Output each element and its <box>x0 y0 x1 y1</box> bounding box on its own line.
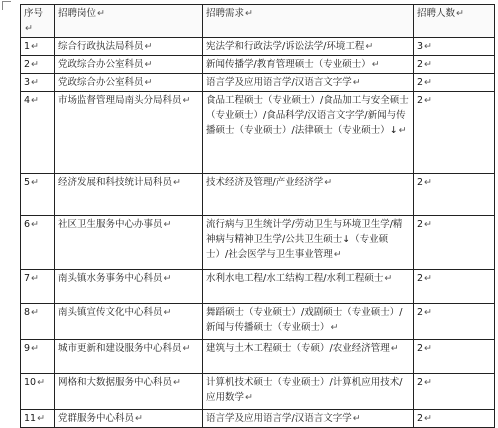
cell-position: 经济发展和科技统计局科员↵ <box>55 174 203 216</box>
cell-count: 2↵ <box>414 74 495 92</box>
cell-count: 2↵ <box>414 374 495 410</box>
cell-no: 1↵ <box>21 38 55 56</box>
cell-requirement: 食品工程硕士（专业硕士）/食品加工与安全硕士（专业硕士）/食品科学/汉语言文字学/新闻与传播硕士（专业硕士）/法律硕士（专业硕士）↓↵ <box>203 92 414 174</box>
table-row <box>21 38 495 56</box>
table-row <box>21 174 495 216</box>
table-row <box>21 92 495 174</box>
cell-position: 党群服务中心科员↵ <box>55 410 203 428</box>
cell-no: 4↵ <box>21 92 55 174</box>
table-header-row <box>21 5 495 38</box>
cell-no: 6↵ <box>21 216 55 270</box>
cell-no: 3↵ <box>21 74 55 92</box>
cell-position: 网格和大数据服务中心科员↵ <box>55 374 203 410</box>
cell-count: 2↵ <box>414 340 495 374</box>
cell-no: 9↵ <box>21 340 55 374</box>
cell-requirement: 舞蹈硕士（专业硕士）/戏剧硕士（专业硕士）/新闻与传播硕士（专业硕士）↵ <box>203 304 414 340</box>
cell-count: 2↵ <box>414 174 495 216</box>
cell-count: 2↵ <box>414 410 495 428</box>
table-row <box>21 270 495 304</box>
cell-count: 2↵ <box>414 216 495 270</box>
header-no: 序号↵ <box>21 5 55 38</box>
header-position: 招聘岗位↵ <box>55 5 203 38</box>
cell-requirement: 新闻传播学/教育管理硕士（专业硕士）↵ <box>203 56 414 74</box>
cell-count: 3↵ <box>414 38 495 56</box>
cell-requirement: 计算机技术硕士（专业硕士）/计算机应用技术/应用数学↵ <box>203 374 414 410</box>
cell-no: 7↵ <box>21 270 55 304</box>
table-move-handle-icon[interactable] <box>2 1 11 10</box>
recruitment-table <box>20 4 495 428</box>
table-row <box>21 56 495 74</box>
cell-requirement: 流行病与卫生统计学/劳动卫生与环境卫生学/精神病与精神卫生学/公共卫生硕士↓（专业硕士）/社会医学与卫生事业管理↵ <box>203 216 414 270</box>
cell-no: 2↵ <box>21 56 55 74</box>
cell-no: 10↵ <box>21 374 55 410</box>
cell-count: 2↵ <box>414 56 495 74</box>
cell-no: 5↵ <box>21 174 55 216</box>
cell-position: 市场监督管理局南头分局科员↵ <box>55 92 203 174</box>
header-requirement: 招聘需求↵ <box>203 5 414 38</box>
cell-requirement: 技术经济及管理/产业经济学↵ <box>203 174 414 216</box>
cell-requirement: 宪法学和行政法学/诉讼法学/环境工程↵ <box>203 38 414 56</box>
table-row <box>21 216 495 270</box>
cell-position: 党政综合办公室科员↵ <box>55 74 203 92</box>
cell-count: 2↵ <box>414 304 495 340</box>
table-row <box>21 340 495 374</box>
cell-requirement: 建筑与土木工程硕士（专硕）/农业经济管理↵ <box>203 340 414 374</box>
cell-position: 南头镇水务事务中心科员↵ <box>55 270 203 304</box>
table-row <box>21 410 495 428</box>
cell-position: 综合行政执法局科员↵ <box>55 38 203 56</box>
cell-position: 党政综合办公室科员↵ <box>55 56 203 74</box>
cell-requirement: 语言学及应用语言学/汉语言文字学↵ <box>203 74 414 92</box>
cell-position: 南头镇宣传文化中心科员↵ <box>55 304 203 340</box>
cell-requirement: 水利水电工程/水工结构工程/水利工程硕士↵ <box>203 270 414 304</box>
table-row <box>21 374 495 410</box>
cell-count: 2↵ <box>414 270 495 304</box>
cell-position: 城市更新和建设服务中心科员↵ <box>55 340 203 374</box>
header-count: 招聘人数↵ <box>414 5 495 38</box>
cell-no: 11↵ <box>21 410 55 428</box>
cell-requirement: 语言学及应用语言学/汉语言文字学↵ <box>203 410 414 428</box>
cell-position: 社区卫生服务中心办事员↵ <box>55 216 203 270</box>
table-row <box>21 304 495 340</box>
cell-count: 2↵ <box>414 92 495 174</box>
cell-no: 8↵ <box>21 304 55 340</box>
table-row <box>21 74 495 92</box>
